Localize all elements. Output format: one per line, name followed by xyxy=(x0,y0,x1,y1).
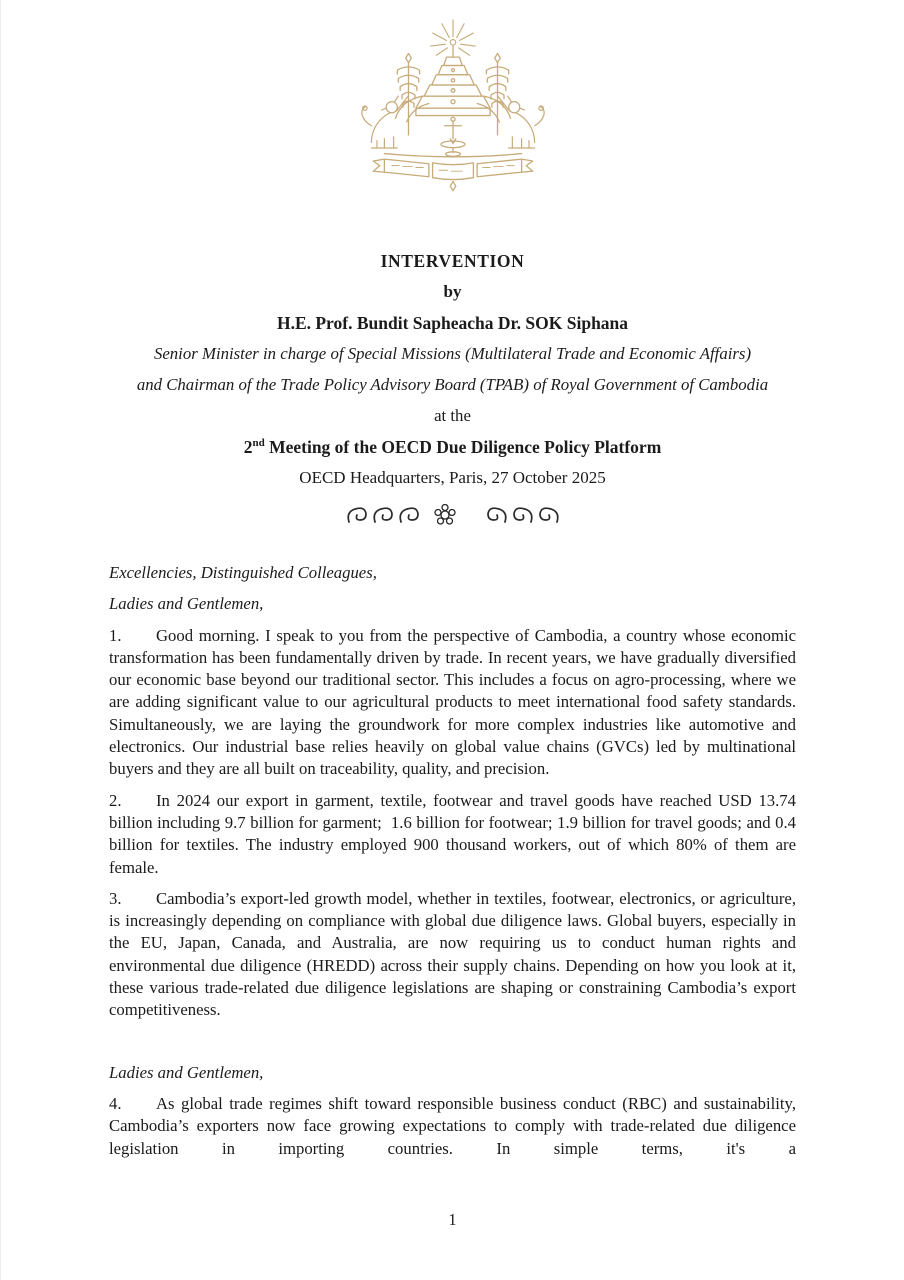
page-footer xyxy=(1,1210,904,1230)
royal-arms-of-cambodia-icon xyxy=(351,12,555,208)
paragraph-3-text: Cambodia’s export-led growth model, whether in textiles, footwear, electronics, or agriculture, is increasingly depending on compliance with global due diligence laws. Global buyers, especially in the EU, Japan, Canada, and Australia, are now requiring us to conduct human rights and environmental due diligence (HREDD) across their supply chains. Depending on how you look at it, these various trade-related due diligence legislations are shaping or constraining Cambodia’s export competitiveness. xyxy=(109,888,796,1020)
event-ordinal: nd xyxy=(252,437,265,450)
paragraph-2-number: 2. xyxy=(109,790,122,810)
paragraph-4-number: 4. xyxy=(109,1093,122,1113)
speaker-name: H.E. Prof. Bundit Sapheacha Dr. SOK Siphana xyxy=(276,313,629,333)
venue-date: OECD Headquarters, Paris, 27 October 2025 xyxy=(299,468,606,487)
document-type-heading: INTERVENTION xyxy=(380,251,525,271)
at-line: at the xyxy=(434,406,471,425)
salutation-ladies-gentlemen-2: Ladies and Gentlemen, xyxy=(109,1062,264,1082)
event-number: 2 xyxy=(243,437,253,457)
paragraph-2-text: In 2024 our export in garment, textile, footwear and travel goods have reached USD 13.74 billion including 9.7 billion for garment; 1.6 billion for footwear; 1.9 billion for travel goods; and 0.4 billion for textiles. The industry employed 900 thousand workers, out of which 80% of them are female. xyxy=(109,790,796,877)
salutation-ladies-gentlemen-1: Ladies and Gentlemen, xyxy=(109,594,264,614)
paragraph-2 xyxy=(109,790,796,879)
speaker-role-line-2: and Chairman of the Trade Policy Advisory Board (TPAB) of Royal Government of Cambodia xyxy=(136,375,769,394)
by-line: by xyxy=(443,282,462,301)
paragraph-1 xyxy=(109,625,796,781)
paragraph-4 xyxy=(109,1093,796,1160)
khmer-floral-divider-icon xyxy=(109,504,796,528)
speech-body xyxy=(109,562,796,1160)
page-number: 1 xyxy=(448,1210,457,1229)
paragraph-4-text: As global trade regimes shift toward responsible business conduct (RBC) and sustainability, Cambodia’s exporters now face growing expectations to comply with trade-related due diligence legislation in importing countries. In simple terms, it's a xyxy=(109,1093,796,1158)
event-title xyxy=(109,437,796,457)
event-title-text: Meeting of the OECD Due Diligence Policy Platform xyxy=(264,437,662,457)
royal-arms-of-cambodia-emblem xyxy=(109,12,796,217)
paragraph-1-text: Good morning. I speak to you from the perspective of Cambodia, a country whose economic transformation has been fundamentally driven by trade. In recent years, we have gradually diversified our economic base beyond our traditional sector. This includes a focus on agro-processing, where we are adding significant value to our agricultural products to meet international food safety standards. Simultaneously, we are laying the groundwork for more complex industries like automotive and electronics. Our industrial base relies heavily on global value chains (GVCs) led by multinational buyers and they are all built on traceability, quality, and precision. xyxy=(109,625,796,779)
speaker-role-line-1: Senior Minister in charge of Special Missions (Multilateral Trade and Economic Affairs) xyxy=(153,344,752,363)
paragraph-3-number: 3. xyxy=(109,888,122,908)
title-block xyxy=(109,251,796,528)
paragraph-1-number: 1. xyxy=(109,625,122,645)
salutation-excellencies: Excellencies, Distinguished Colleagues, xyxy=(109,563,377,582)
paragraph-3 xyxy=(109,888,796,1022)
